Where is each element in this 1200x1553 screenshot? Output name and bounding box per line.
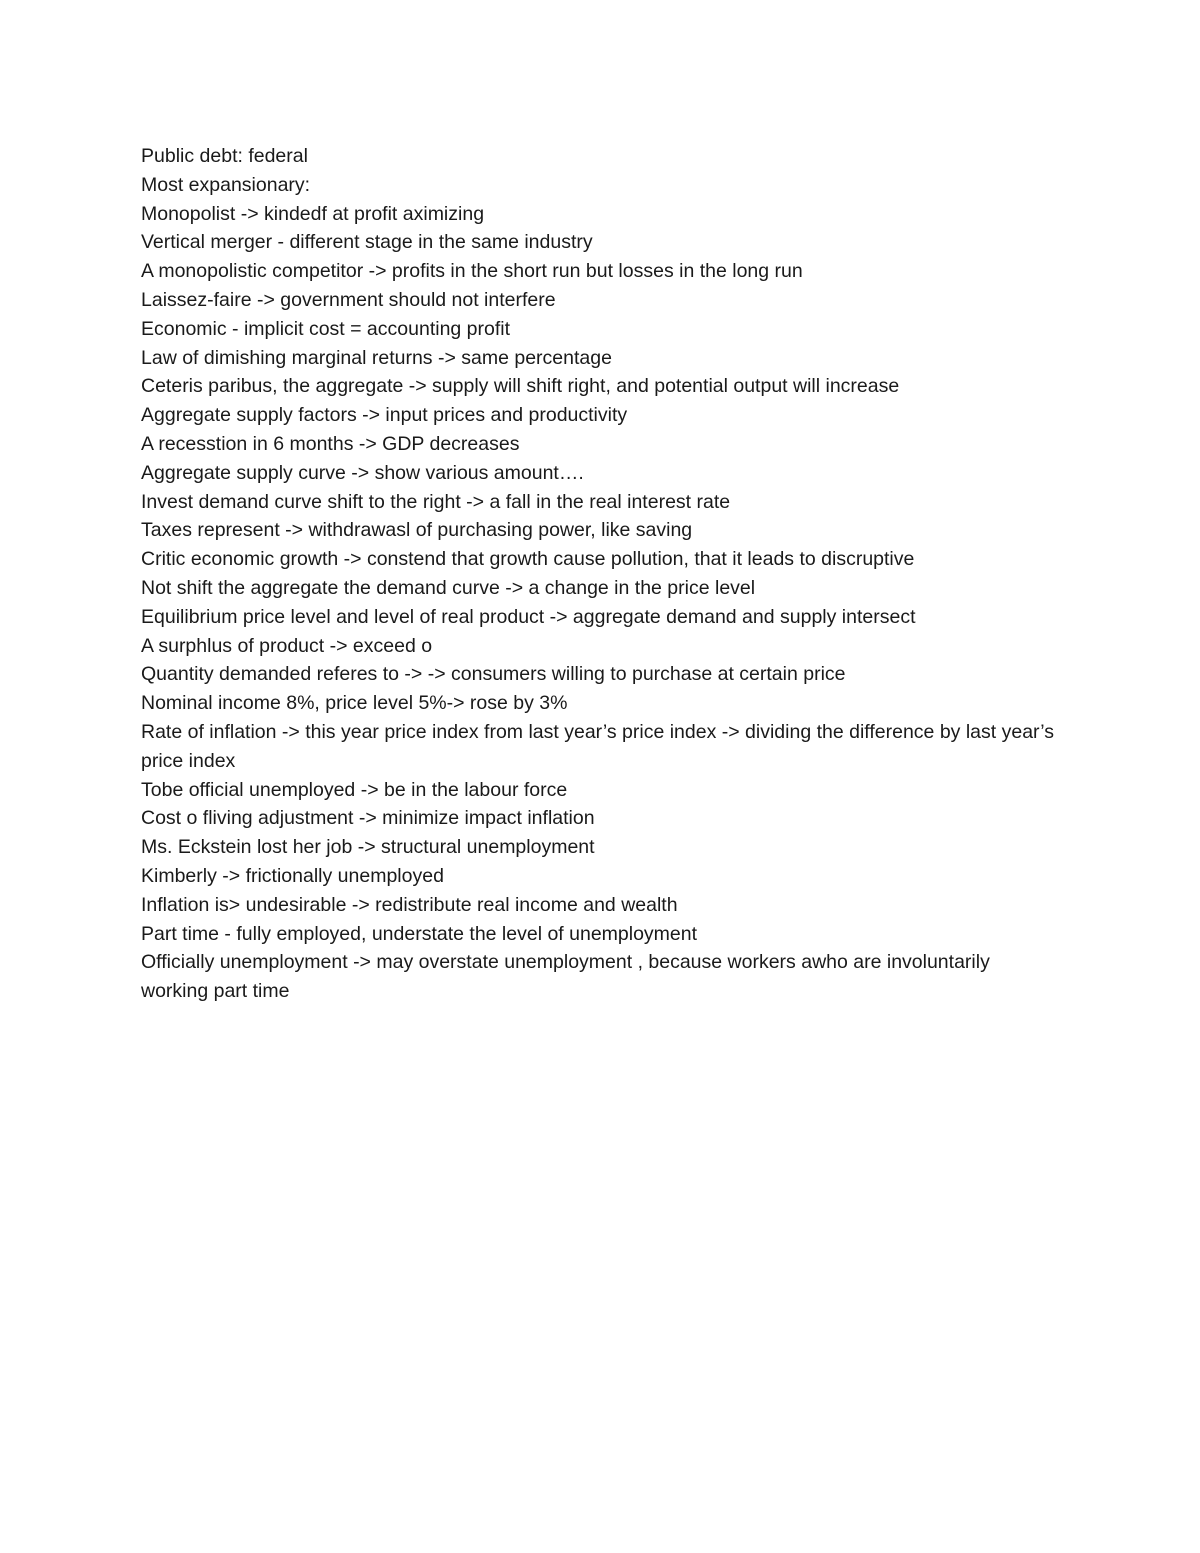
note-line: Taxes represent -> withdrawasl of purchasing power, like saving bbox=[141, 519, 693, 542]
note-line: Aggregate supply curve -> show various amount…. bbox=[141, 461, 584, 484]
note-line: A surphlus of product -> exceed o bbox=[141, 634, 433, 657]
note-line: Vertical merger - different stage in the same industry bbox=[141, 231, 593, 254]
note-line: Invest demand curve shift to the right -> a fall in the real interest rate bbox=[141, 490, 731, 513]
note-line: A monopolistic competitor -> profits in the short run but losses in the long run bbox=[141, 260, 803, 283]
note-line: Ceteris paribus, the aggregate -> supply will shift right, and potential output will increase bbox=[141, 375, 900, 398]
note-line: Monopolist -> kindedf at profit aximizing bbox=[141, 202, 485, 225]
note-line: Officially unemployment -> may overstate unemployment , because workers awho are involuntarily working part time bbox=[141, 951, 990, 1003]
note-line: Inflation is> undesirable -> redistribute real income and wealth bbox=[141, 893, 678, 916]
notes-list bbox=[141, 142, 1061, 1006]
note-line: Kimberly -> frictionally unemployed bbox=[141, 864, 444, 887]
note-line: Rate of inflation -> this year price index from last year’s price index -> dividing the difference by last year’s price index bbox=[141, 720, 1054, 772]
note-line: Quantity demanded referes to -> -> consumers willing to purchase at certain price bbox=[141, 663, 846, 686]
note-line: Cost o fliving adjustment -> minimize impact inflation bbox=[141, 807, 595, 830]
note-line: Tobe official unemployed -> be in the labour force bbox=[141, 778, 568, 801]
note-line: Critic economic growth -> constend that growth cause pollution, that it leads to discruptive bbox=[141, 548, 915, 571]
note-line: Nominal income 8%, price level 5%-> rose by 3% bbox=[141, 692, 568, 715]
note-line: Not shift the aggregate the demand curve -> a change in the price level bbox=[141, 576, 756, 599]
note-line: Public debt: federal bbox=[141, 145, 308, 167]
note-line: Aggregate supply factors -> input prices and productivity bbox=[141, 404, 628, 427]
note-line: A recesstion in 6 months -> GDP decreases bbox=[141, 432, 520, 455]
note-line: Economic - implicit cost = accounting profit bbox=[141, 317, 511, 340]
note-line: Equilibrium price level and level of real product -> aggregate demand and supply intersect bbox=[141, 605, 916, 628]
note-line: Most expansionary: bbox=[141, 173, 311, 196]
note-line: Ms. Eckstein lost her job -> structural unemployment bbox=[141, 836, 595, 859]
note-line: Law of dimishing marginal returns -> same percentage bbox=[141, 346, 612, 369]
note-line: Laissez-faire -> government should not interfere bbox=[141, 288, 556, 311]
note-line: Part time - fully employed, understate the level of unemployment bbox=[141, 922, 698, 945]
